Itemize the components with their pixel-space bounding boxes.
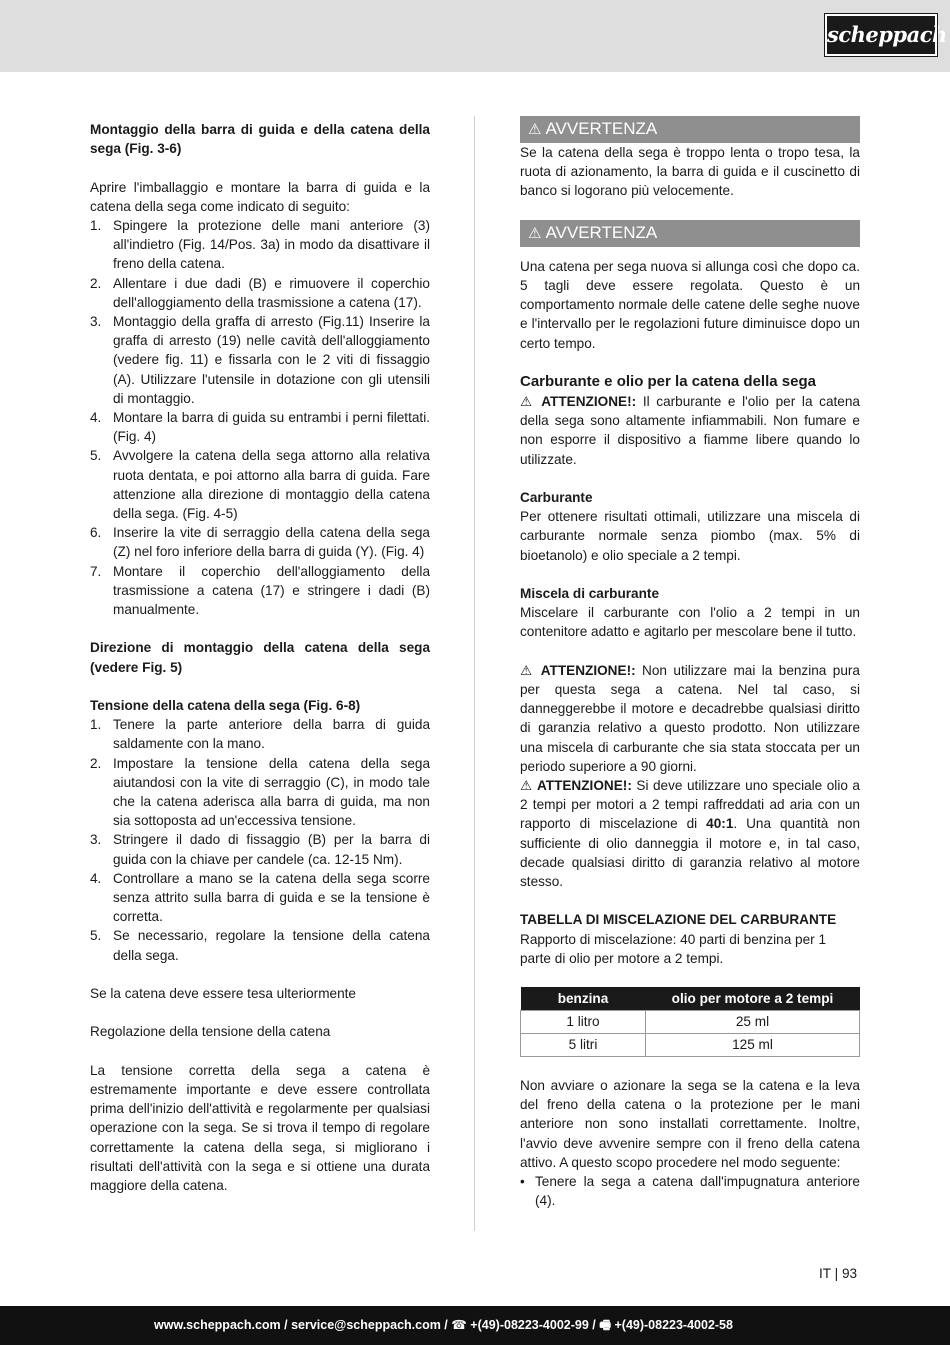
list-item: 3. Montaggio della graffa di arresto (Fig.11) Inserire la graffa di arresto (19) nelle cavità dell'alloggiamento (vedere fig. 11) e fissarla con le 2 viti di fissaggio (A). Utilizzare l'utensile in dotazione con gli utensili di montaggio. <box>90 314 430 406</box>
left-column <box>90 120 430 1195</box>
column-divider <box>474 116 475 1231</box>
warning-triangle-icon: ⚠ <box>520 662 541 678</box>
carburante-text: Per ottenere risultati ottimali, utilizzare una miscela di carburante normale senza piombo (max. 5% di bioetanolo) e olio speciale a 2 tempi. <box>520 509 860 563</box>
tension-steps <box>90 715 430 965</box>
warning-triangle-icon: ⚠ <box>520 394 542 409</box>
footer-band <box>0 1306 950 1345</box>
list-item: 5. Avvolgere la catena della sega attorno alla relativa ruota dentata, e poi attorno alla barra di guida. Fare attenzione alla direzione di montaggio della catena della sega. (Fig. 4-5) <box>90 448 430 522</box>
footer-contact: www.scheppach.com / service@scheppach.com / ☎ +(49)-08223-4002-99 / 🖷 +(49)-08223-4002-58 <box>154 1318 733 1332</box>
list-item: 7. Montare il coperchio dell'alloggiamento della trasmissione a catena (17) e stringere i dadi (B) manualmente. <box>90 563 430 618</box>
attention-oil: ⚠ ATTENZIONE!: Si deve utilizzare uno speciale olio a 2 tempi per motori a 2 tempi raffreddati ad aria con un rapporto di miscelazione di 40:1. Una quantità non sufficiente di olio danneggia il motore e, in tal caso, decade qualsiasi diritto di garanzia relativo al motore stesso. <box>520 778 860 890</box>
mix-table <box>520 987 860 1057</box>
section-title-direction: Direzione di montaggio della catena della sega (vedere Fig. 5) <box>90 640 430 675</box>
section-title-carburante: Carburante <box>520 490 593 505</box>
section-title-mix-table: TABELLA DI MISCELAZIONE DEL CARBURANTE <box>520 912 837 928</box>
attention-pure-fuel: ⚠ ATTENZIONE!: Non utilizzare mai la benzina pura per questa sega a catena. Nel tal caso, si danneggerebbe il motore e decadrebbe qualsiasi diritto di garanzia relativo a questo prodotto. Non utilizzare una miscela di carburante che sia stata stoccata per un periodo superiore a 90 giorni. <box>520 662 860 774</box>
page-number: IT | 93 <box>819 1266 858 1281</box>
section-title-miscela: Miscela di carburante <box>520 586 660 601</box>
extra-tension-text: Se la catena deve essere tesa ulteriormente <box>90 986 356 1002</box>
warning2-text: Una catena per sega nuova si allunga così che dopo ca. 5 tagli deve essere regolata. Questo è un comportamento normale delle catene delle seghe nuove e l'intervallo per le regolazioni future diminuisce dopo un certo tempo. <box>520 258 860 351</box>
list-item: • Tenere la sega a catena dall'impugnatura anteriore (4). <box>520 1173 860 1209</box>
table-row: 5 litri 125 ml <box>521 1033 860 1056</box>
warning-triangle-icon: ⚠ <box>528 121 542 138</box>
assembly-steps <box>90 216 430 619</box>
warning-bar-1: ⚠ AVVERTENZA <box>520 116 860 143</box>
list-item: 2. Impostare la tensione della catena della sega aiutandosi con la vite di serraggio (C), in modo tale che la catena aderisca alla barra di guida, ma non sia sottoposta ad un'eccessiva tensione. <box>90 755 430 829</box>
section-title-tension: Tensione della catena della sega (Fig. 6-8) <box>90 698 361 714</box>
warning-triangle-icon: ⚠ <box>528 224 542 242</box>
table-header: olio per motore a 2 tempi <box>646 987 860 1010</box>
section-title-assembly: Montaggio della barra di guida e della catena della sega (Fig. 3-6) <box>90 122 430 157</box>
section-title-fuel: Carburante e olio per la catena della sega <box>520 373 816 390</box>
list-item: 4. Montare la barra di guida su entrambi i perni filettati. (Fig. 4) <box>90 410 430 445</box>
start-instructions: Non avviare o azionare la sega se la catena e la leva del freno della catena o la protezione per le mani anteriore non sono installati correttamente. Inoltre, l'avvio deve avvenire sempre con il freno della catena attivo. A questo scopo procedere nel modo seguente: <box>520 1077 860 1170</box>
warning-triangle-icon: ⚠ <box>520 778 537 794</box>
list-item: 4. Controllare a mano se la catena della sega scorre senza attrito sulla barra di guida e se la tensione è corretta. <box>90 870 430 925</box>
table-header: benzina <box>521 987 646 1010</box>
list-item: 5. Se necessario, regolare la tensione della catena della sega. <box>90 928 430 963</box>
assembly-intro: Aprire l'imballaggio e montare la barra di guida e la catena della sega come indicato di seguito: <box>90 179 430 214</box>
list-item: 2. Allentare i due dadi (B) e rimuovere il coperchio dell'alloggiamento della trasmissione a catena (17). <box>90 275 430 310</box>
warning1-text: Se la catena della sega è troppo lenta o tropo tesa, la ruota di azionamento, la barra di guida e il cuscinetto di banco si logorano più velocemente. <box>520 145 860 199</box>
mix-table-intro: Rapporto di miscelazione: 40 parti di benzina per 1 parte di olio per motore a 2 tempi. <box>520 931 827 966</box>
scheppach-logo: scheppach <box>825 14 937 56</box>
list-item: 1. Tenere la parte anteriore della barra di guida saldamente con la mano. <box>90 717 430 752</box>
table-row: 1 litro 25 ml <box>521 1010 860 1033</box>
list-item: 1. Spingere la protezione delle mani anteriore (3) all'indietro (Fig. 14/Pos. 3a) in modo da disattivare il freno della catena. <box>90 218 430 272</box>
right-column <box>520 116 860 1210</box>
fuel-attention: ⚠ ATTENZIONE!: Il carburante e l'olio per la catena della sega sono altamente infiammabili. Non fumare e non esporre il dispositivo a fiamme libere quando lo utilizzate. <box>520 394 860 467</box>
adjust-tension-text: Regolazione della tensione della catena <box>90 1024 331 1040</box>
list-item: 3. Stringere il dado di fissaggio (B) per la barra di guida con la chiave per candele (ca. 12-15 Nm). <box>90 832 430 867</box>
tension-closing-paragraph: La tensione corretta della sega a catena è estremamente importante e deve essere controllata prima dell'inizio dell'attività e regolarmente per qualsiasi operazione con la sega. Se si trova il tempo di regolare correttamente la catena della sega, si migliorano i risultati dell'attività con la sega e si ottiene una durata maggiore della catena. <box>90 1062 430 1194</box>
header-band <box>0 0 950 72</box>
miscela-text: Miscelare il carburante con l'olio a 2 tempi in un contenitore adatto e agitarlo per mescolare bene il tutto. <box>520 605 860 640</box>
warning-bar-2: ⚠ AVVERTENZA <box>520 220 860 247</box>
list-item: 6. Inserire la vite di serraggio della catena della sega (Z) nel foro inferiore della barra di guida (Y). (Fig. 4) <box>90 525 430 560</box>
